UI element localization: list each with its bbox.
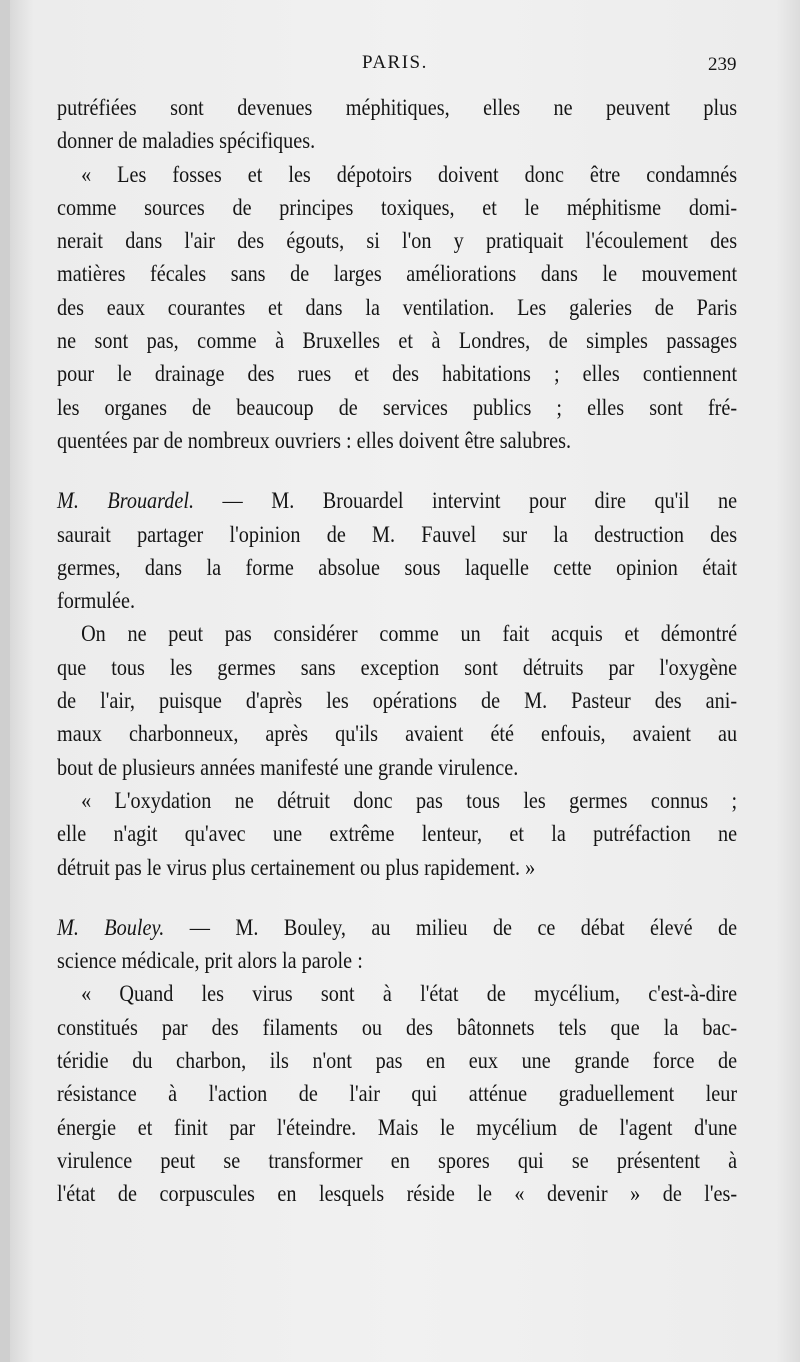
- paragraph-2: [57, 159, 737, 459]
- text-line: donner de maladies spécifiques.: [57, 128, 316, 155]
- text-line: bout de plusieurs années manifesté une grande virulence.: [57, 754, 519, 781]
- page-number: 239: [708, 54, 737, 75]
- text-line: de l'air, puisque d'après les opérations de M. Pasteur des ani-: [57, 688, 738, 715]
- text-line: détruit pas le virus plus certainement ou plus rapidement. »: [57, 854, 536, 881]
- paragraph-6: [57, 912, 737, 979]
- book-page: [10, 0, 800, 1362]
- paragraph-7: [57, 978, 737, 1211]
- paragraph-1: [57, 92, 737, 159]
- text-line: des eaux courantes et dans la ventilation. Les galeries de Paris: [57, 294, 738, 321]
- text-line: « Quand les virus sont à l'état de mycélium, c'est-à-dire: [81, 981, 738, 1008]
- text-line: nerait dans l'air des égouts, si l'on y pratiquait l'écoulement des: [57, 228, 738, 255]
- text-line: que tous les germes sans exception sont détruits par l'oxygène: [57, 654, 738, 681]
- page-body: [57, 92, 737, 1212]
- text-line: résistance à l'action de l'air qui atténue graduellement leur: [57, 1081, 738, 1108]
- speaker-name: M. Bouley.: [57, 914, 165, 941]
- running-head: PARIS.: [362, 52, 428, 73]
- text-line: « Les fosses et les dépotoirs doivent donc être condamnés: [81, 161, 738, 188]
- section-spacer: [57, 458, 737, 485]
- section-spacer: [57, 885, 737, 912]
- paragraph-5: [57, 785, 737, 885]
- text-line: science médicale, prit alors la parole :: [57, 948, 363, 975]
- text-line: l'état de corpuscules en lesquels réside le « devenir » de l'es-: [57, 1181, 738, 1208]
- text-line: virulence peut se transformer en spores qui se présentent à: [57, 1147, 738, 1174]
- paragraph-4: [57, 618, 737, 784]
- text-line: « L'oxydation ne détruit donc pas tous les germes connus ;: [81, 787, 738, 814]
- text-line: énergie et finit par l'éteindre. Mais le mycélium de l'agent d'une: [57, 1114, 738, 1141]
- text-line: [57, 485, 737, 518]
- text-line: matières fécales sans de larges améliorations dans le mouvement: [57, 261, 738, 288]
- text-line: elle n'agit qu'avec une extrême lenteur, et la putréfaction ne: [57, 821, 738, 848]
- text-line: téridie du charbon, ils n'ont pas en eux une grande force de: [57, 1048, 738, 1075]
- text-line: comme sources de principes toxiques, et le méphitisme domi-: [57, 194, 738, 221]
- speaker-name: M. Brouardel.: [57, 488, 195, 515]
- text-line: maux charbonneux, après qu'ils avaient été enfouis, avaient au: [57, 721, 738, 748]
- text-line: pour le drainage des rues et des habitations ; elles contiennent: [57, 361, 738, 388]
- text-run: — M. Bouley, au milieu de ce débat élevé de: [164, 914, 738, 941]
- text-line: [57, 912, 737, 945]
- text-line: ne sont pas, comme à Bruxelles et à Londres, de simples passages: [57, 328, 738, 355]
- text-line: saurait partager l'opinion de M. Fauvel sur la destruction des: [57, 521, 738, 548]
- text-line: quentées par de nombreux ouvriers : elles doivent être salubres.: [57, 427, 572, 454]
- text-line: les organes de beaucoup de services publics ; elles sont fré-: [57, 394, 738, 421]
- text-line: constitués par des filaments ou des bâtonnets tels que la bac-: [57, 1014, 738, 1041]
- paragraph-3: [57, 485, 737, 618]
- text-line: On ne peut pas considérer comme un fait acquis et démontré: [81, 621, 738, 648]
- text-line: putréfiées sont devenues méphitiques, elles ne peuvent plus: [57, 95, 738, 121]
- text-line: germes, dans la forme absolue sous laquelle cette opinion était: [57, 554, 738, 581]
- page-header: [10, 52, 800, 82]
- text-run: — M. Brouardel intervint pour dire qu'il ne: [194, 488, 738, 515]
- text-line: formulée.: [57, 588, 136, 615]
